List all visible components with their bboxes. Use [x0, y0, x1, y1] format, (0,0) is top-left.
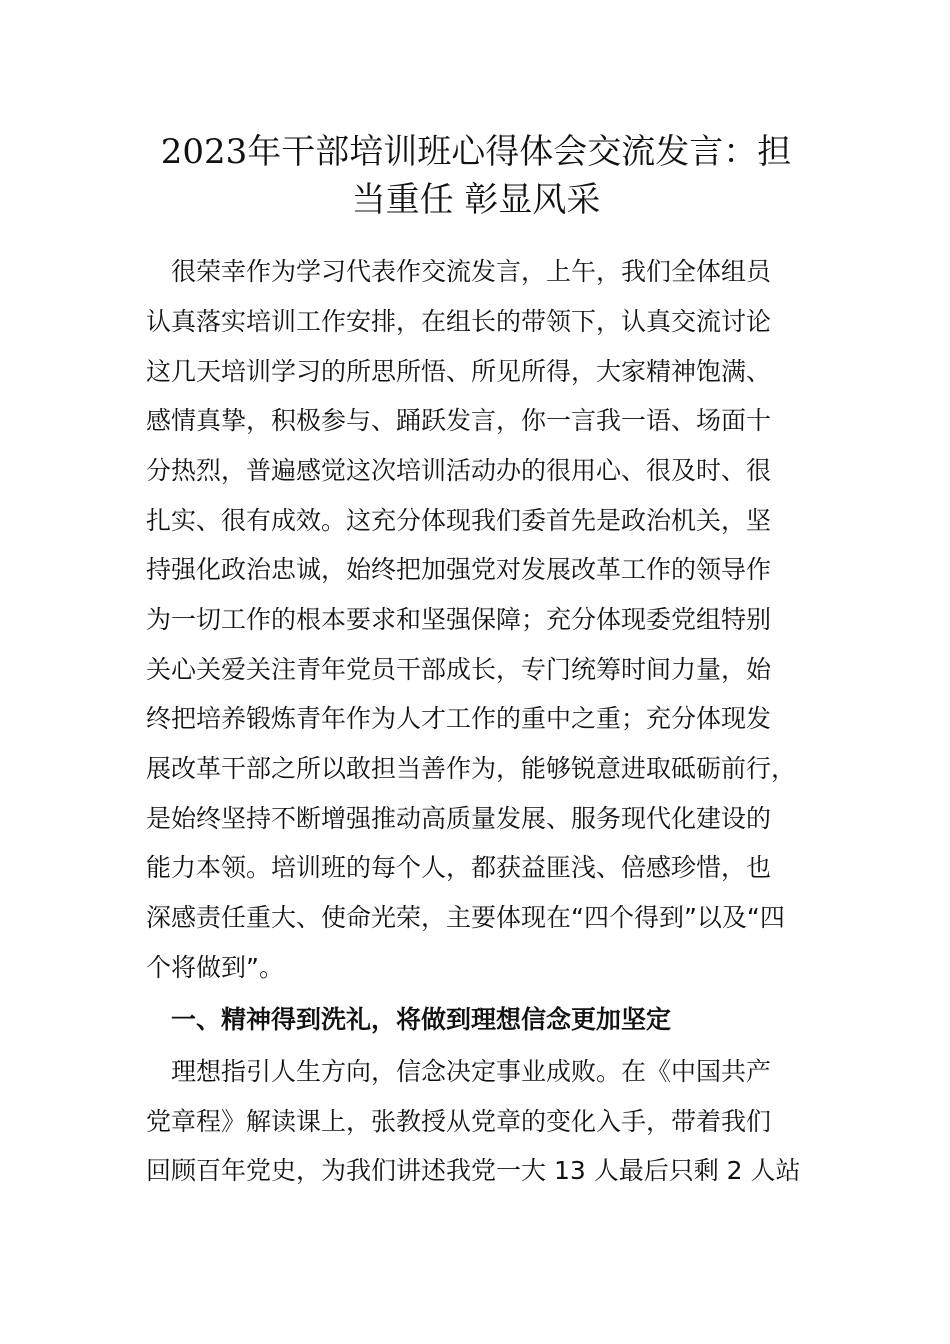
document-title: [146, 128, 806, 224]
section-heading: 一、精神得到洗礼，将做到理想信念更加坚定: [146, 1005, 672, 1034]
text-line: 回顾百年党史，为我们讲述我党一大 13 人最后只剩 2 人站: [146, 1156, 801, 1185]
text-line: 持强化政治忠诚，始终把加强党对发展改革工作的领导作: [146, 555, 772, 584]
text-line: 很荣幸作为学习代表作交流发言，上午，我们全体组员: [146, 257, 772, 286]
title-line-2: 当重任 彰显风采: [351, 180, 601, 220]
text-line: 党章程》解读课上，张教授从党章的变化入手，带着我们: [146, 1107, 772, 1136]
text-line: 是始终坚持不断增强推动高质量发展、服务现代化建设的: [146, 804, 772, 833]
text-line: 认真落实培训工作安排，在组长的带领下，认真交流讨论: [146, 307, 772, 336]
text-line: 展改革干部之所以敢担当善作为，能够锐意进取砥砺前行，: [146, 754, 797, 783]
text-line: 这几天培训学习的所思所悟、所见所得，大家精神饱满、: [146, 357, 772, 386]
text-line: 扎实、很有成效。这充分体现我们委首先是政治机关，坚: [146, 506, 772, 535]
text-line: 能力本领。培训班的每个人，都获益匪浅、倍感珍惜，也: [146, 853, 772, 882]
text-line: 为一切工作的根本要求和坚强保障；充分体现委党组特别: [146, 605, 772, 634]
text-line: 深感责任重大、使命光荣，主要体现在“四个得到”以及“四: [146, 903, 785, 932]
text-line: 分热烈，普遍感觉这次培训活动办的很用心、很及时、很: [146, 456, 772, 485]
text-line: 个将做到”。: [146, 953, 284, 982]
title-line-1: 2023年干部培训班心得体会交流发言：担: [160, 132, 792, 172]
text-line: 理想指引人生方向，信念决定事业成败。在《中国共产: [146, 1057, 772, 1086]
text-line: 感情真挚，积极参与、踊跃发言，你一言我一语、场面十: [146, 406, 772, 435]
text-line: 终把培养锻炼青年作为人才工作的重中之重；充分体现发: [146, 704, 772, 733]
text-line: 关心关爱关注青年党员干部成长，专门统筹时间力量，始: [146, 655, 772, 684]
